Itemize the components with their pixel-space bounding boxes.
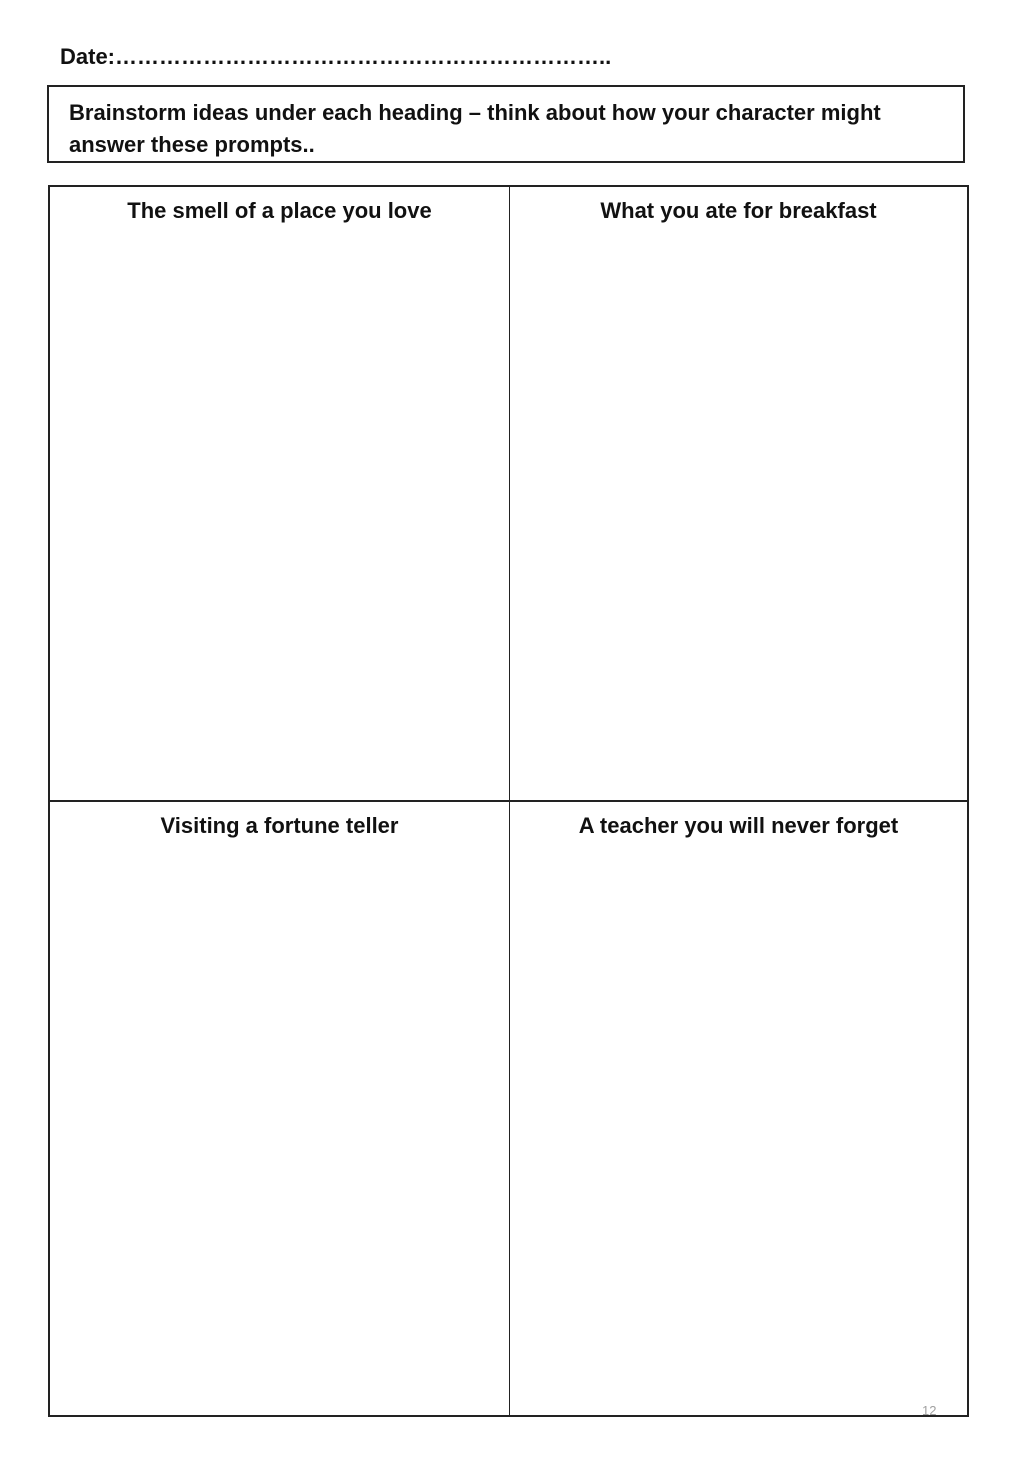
prompt-heading-teacher: A teacher you will never forget bbox=[578, 813, 899, 838]
prompt-grid bbox=[48, 185, 969, 1417]
prompt-heading-smell: The smell of a place you love bbox=[127, 198, 432, 223]
prompt-cell-smell[interactable] bbox=[50, 187, 510, 802]
prompt-cell-teacher[interactable] bbox=[510, 802, 967, 1415]
date-line: Date:………………………………………………………….. bbox=[60, 44, 612, 69]
instructions-text: Brainstorm ideas under each heading – think about how your character might answer these prompts.. bbox=[69, 100, 881, 157]
prompt-heading-fortune-teller: Visiting a fortune teller bbox=[160, 813, 399, 838]
page-number: 12 bbox=[922, 1403, 937, 1418]
instructions-box bbox=[47, 85, 965, 163]
prompt-cell-breakfast[interactable] bbox=[510, 187, 967, 802]
prompt-cell-fortune-teller[interactable] bbox=[50, 802, 510, 1415]
prompt-heading-breakfast: What you ate for breakfast bbox=[600, 198, 877, 223]
